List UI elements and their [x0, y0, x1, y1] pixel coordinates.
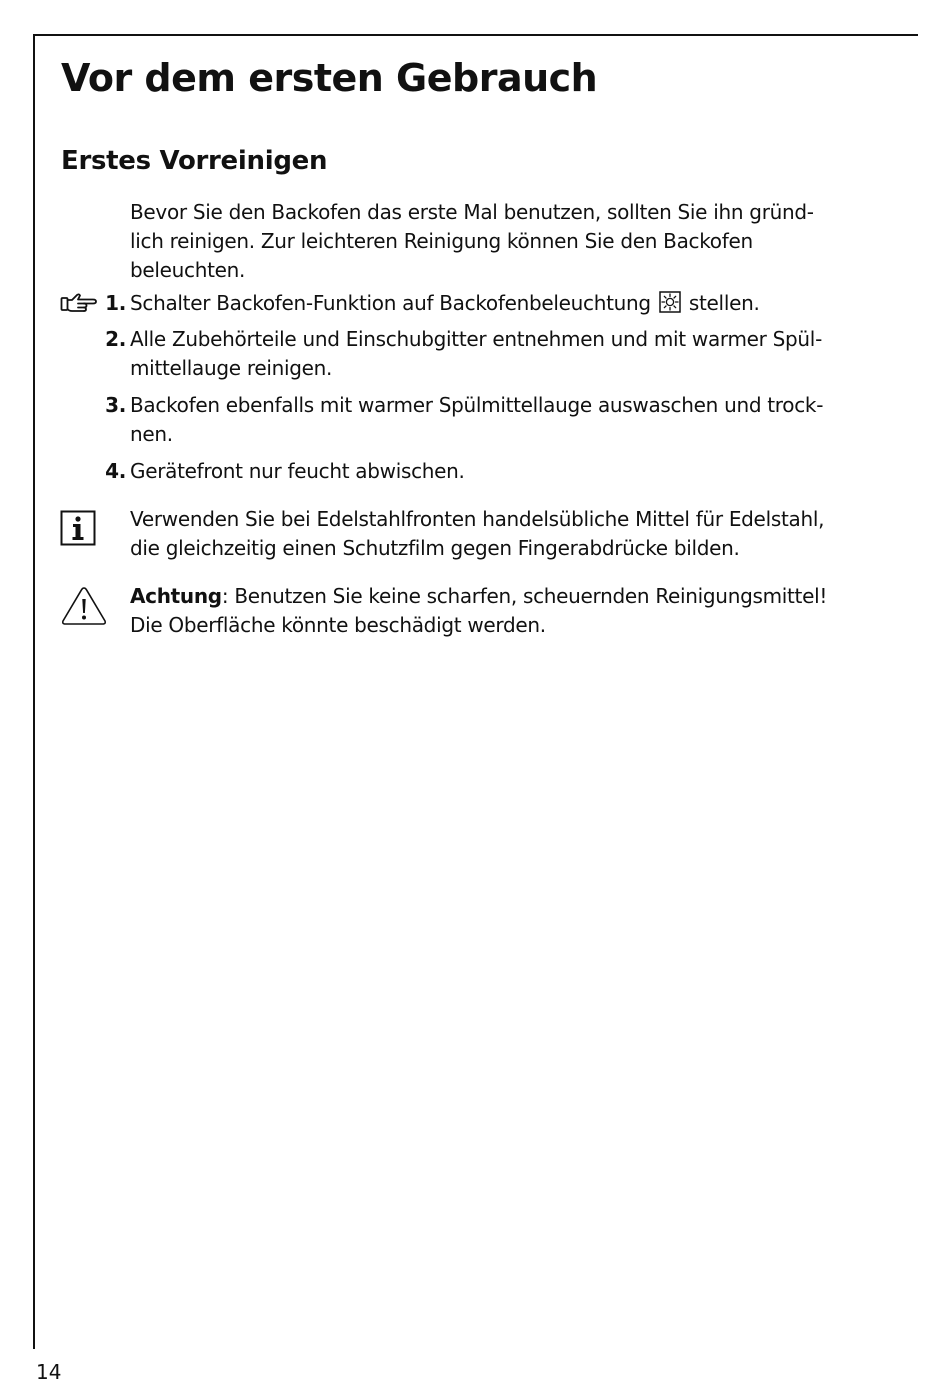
step-number: 1.	[105, 291, 126, 315]
intro-line: Bevor Sie den Backofen das erste Mal benutzen, sollten Sie ihn gründ-	[130, 200, 814, 224]
warning-note	[130, 582, 900, 640]
page-title: Vor dem ersten Gebrauch	[61, 56, 598, 100]
intro-line: beleuchten.	[130, 258, 246, 282]
info-note	[130, 505, 900, 563]
step-text: Backofen ebenfalls mit warmer Spülmittellauge auswaschen und trock-	[130, 393, 824, 417]
info-note-line: Verwenden Sie bei Edelstahlfronten handelsübliche Mittel für Edelstahl,	[130, 507, 825, 531]
step-text: Alle Zubehörteile und Einschubgitter entnehmen und mit warmer Spül-	[130, 327, 822, 351]
step-text: Gerätefront nur feucht abwischen.	[130, 459, 465, 483]
step-item	[105, 289, 900, 318]
oven-light-icon	[659, 291, 681, 313]
warning-icon	[60, 585, 108, 627]
step-text: mittellauge reinigen.	[130, 356, 333, 380]
step-text: nen.	[130, 422, 173, 446]
info-icon	[60, 510, 96, 546]
intro-line: lich reinigen. Zur leichteren Reinigung können Sie den Backofen	[130, 229, 753, 253]
warning-text: Die Oberfläche könnte beschädigt werden.	[130, 613, 546, 637]
warning-label: Achtung	[130, 584, 222, 608]
step-number: 4.	[105, 459, 126, 483]
step-text: stellen.	[688, 291, 760, 315]
left-rule	[33, 34, 35, 1349]
step-number: 3.	[105, 393, 126, 417]
info-note-line: die gleichzeitig einen Schutzfilm gegen Fingerabdrücke bilden.	[130, 536, 740, 560]
pointing-hand-icon	[60, 291, 98, 315]
step-item	[105, 391, 900, 449]
step-item	[105, 325, 900, 383]
warning-text: : Benutzen Sie keine scharfen, scheuernden Reinigungsmittel!	[221, 584, 828, 608]
step-text: Schalter Backofen-Funktion auf Backofenbeleuchtung	[130, 291, 651, 315]
section-heading: Erstes Vorreinigen	[61, 146, 328, 176]
intro-paragraph	[130, 198, 900, 285]
page-number: 14	[36, 1360, 62, 1384]
top-rule	[33, 34, 918, 36]
step-number: 2.	[105, 327, 126, 351]
step-item	[105, 457, 900, 486]
